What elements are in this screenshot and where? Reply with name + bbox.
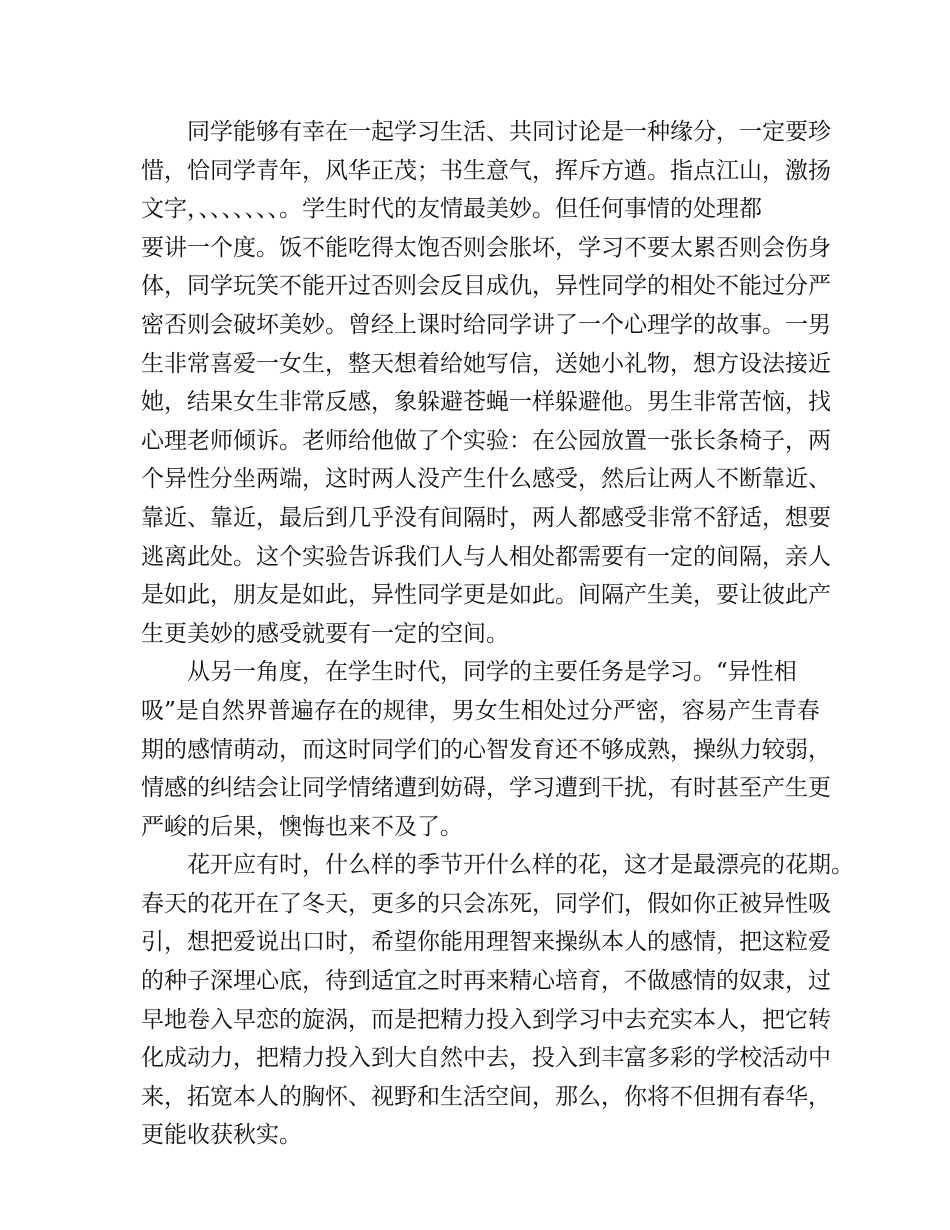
text-line: 春天的花开在了冬天，更多的只会冻死，同学们，假如你正被异性吸 [141, 890, 831, 917]
text-line: 她，结果女生非常反感，象躲避苍蝇一样躲避他。男生非常苦恼，找 [141, 389, 831, 416]
text-line: 吸”是自然界普遍存在的规律，男女生相处过分严密，容易产生青春 [141, 697, 820, 724]
text-line: 个异性分坐两端，这时两人没产生什么感受，然后让两人不断靠近、 [141, 466, 831, 493]
text-line: 来，拓宽本人的胸怀、视野和生活空间，那么，你将不但拥有春华， [141, 1083, 831, 1110]
text-line: 密否则会破坏美妙。曾经上课时给同学讲了一个心理学的故事。一男 [141, 311, 831, 338]
text-line: 花开应有时，什么样的季节开什么样的花，这才是最漂亮的花期。 [187, 852, 854, 879]
text-line: 情感的纠结会让同学情绪遭到妨碍，学习遭到干扰，有时甚至产生更 [141, 775, 831, 802]
text-line: 同学能够有幸在一起学习生活、共同讨论是一种缘分，一定要珍 [187, 119, 831, 145]
text-line: 早地卷入早恋的旋涡，而是把精力投入到学习中去充实本人，把它转 [141, 1006, 831, 1033]
text-line: 生非常喜爱一女生，整天想着给她写信，送她小礼物，想方设法接近 [141, 350, 831, 377]
text-line: 是如此，朋友是如此，异性同学更是如此。间隔产生美，要让彼此产 [141, 582, 831, 609]
text-line: 文字，、、、、、、、。学生时代的友情最美妙。但任何事情的处理都 [141, 196, 762, 223]
document-body [141, 113, 854, 1155]
text-line: 从另一角度，在学生时代，同学的主要任务是学习。“异性相 [187, 659, 797, 686]
text-line: 生更美妙的感受就要有一定的空间。 [141, 620, 509, 647]
text-line: 的种子深埋心底，待到适宜之时再来精心培育，不做感情的奴隶，过 [141, 968, 831, 995]
text-line: 惜，恰同学青年，风华正茂；书生意气，挥斥方遒。指点江山，激扬 [141, 157, 831, 184]
text-line: 引，想把爱说出口时，希望你能用理智来操纵本人的感情，把这粒爱 [141, 929, 831, 956]
text-line: 心理老师倾诉。老师给他做了个实验：在公园放置一张长条椅子，两 [141, 427, 831, 454]
text-line: 更能收获秋实。 [141, 1122, 302, 1149]
text-line: 期的感情萌动，而这时同学们的心智发育还不够成熟，操纵力较弱， [141, 736, 831, 763]
text-line: 逃离此处。这个实验告诉我们人与人相处都需要有一定的间隔，亲人 [141, 543, 831, 570]
text-line: 要讲一个度。饭不能吃得太饱否则会胀坏，学习不要太累否则会伤身 [141, 234, 831, 261]
text-line: 化成动力，把精力投入到大自然中去，投入到丰富多彩的学校活动中 [141, 1045, 831, 1072]
text-line: 严峻的后果，懊悔也来不及了。 [141, 813, 463, 840]
text-line: 体，同学玩笑不能开过否则会反目成仇，异性同学的相处不能过分严 [141, 273, 831, 300]
text-line: 靠近、靠近，最后到几乎没有间隔时，两人都感受非常不舒适，想要 [141, 504, 831, 531]
